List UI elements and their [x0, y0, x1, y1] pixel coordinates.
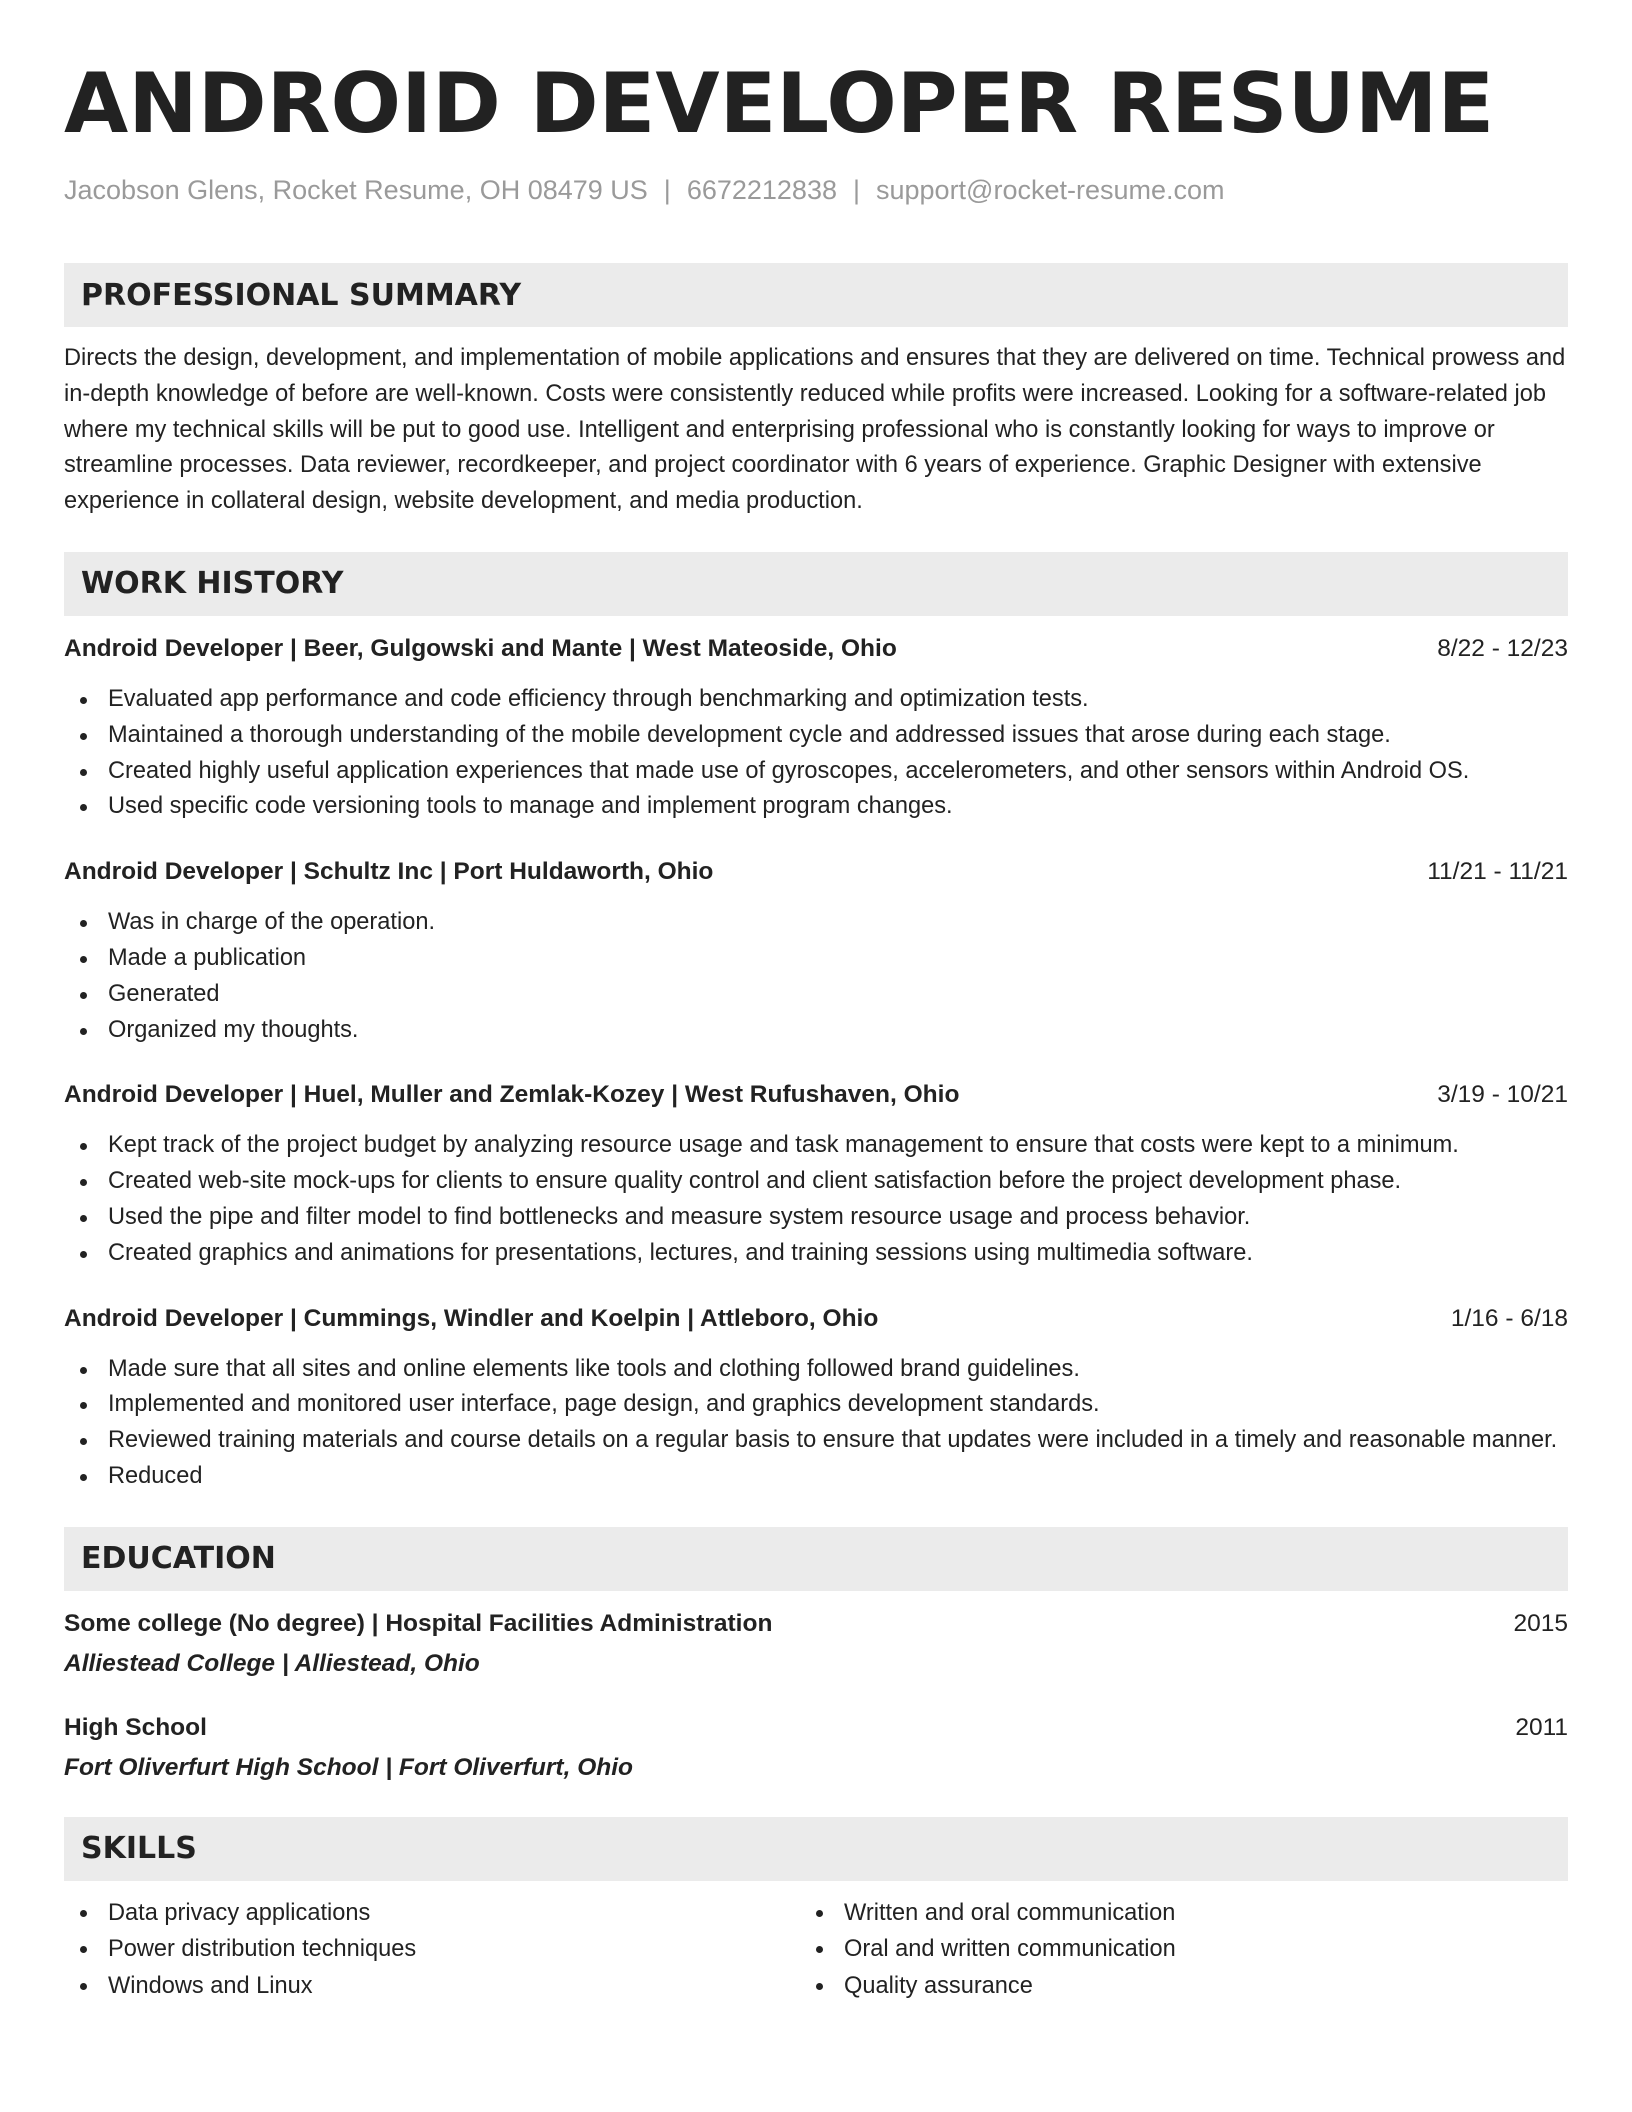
list-item-text: Maintained a thorough understanding of the mobile development cycle and addressed issues that arose during each stage. — [108, 721, 1391, 748]
job-title: Android Developer | Cummings, Windler and Koelpin | Attleboro, Ohio — [64, 1304, 879, 1332]
list-item — [64, 1164, 1568, 1200]
list-item-text: Created graphics and animations for presentations, lectures, and training sessions using multimedia software. — [108, 1239, 1253, 1266]
skill-text: Written and oral communication — [844, 1899, 1176, 1926]
job-dates: 8/22 - 12/23 — [1437, 634, 1568, 662]
bullet-icon — [80, 1251, 87, 1258]
bullet-icon — [80, 1402, 87, 1409]
job-entry — [64, 632, 1568, 825]
list-item-text: Reduced — [108, 1462, 203, 1489]
bullet-icon — [80, 956, 87, 963]
section-title: PROFESSIONAL SUMMARY — [81, 277, 522, 313]
section-title: SKILLS — [81, 1831, 197, 1867]
list-item — [64, 1200, 1568, 1236]
job-bullets — [64, 905, 1568, 1048]
education-entry — [64, 1711, 1568, 1785]
bullet-icon — [816, 1910, 823, 1917]
skill-text: Data privacy applications — [108, 1899, 371, 1926]
list-item-text: Generated — [108, 980, 220, 1007]
list-item-text: Reviewed training materials and course details on a regular basis to ensure that updates were included in a timely and reasonable manner. — [108, 1427, 1558, 1454]
list-item — [64, 718, 1568, 754]
contact-address: Jacobson Glens, Rocket Resume, OH 08479 US — [64, 175, 648, 205]
bullet-icon — [80, 733, 87, 740]
list-item — [64, 682, 1568, 718]
bullet-icon — [80, 920, 87, 927]
list-item-text: Made a publication — [108, 944, 307, 971]
bullet-icon — [80, 1028, 87, 1035]
skill-text: Power distribution techniques — [108, 1936, 417, 1963]
job-entry — [64, 1302, 1568, 1495]
list-item — [64, 789, 1568, 825]
job-bullets — [64, 682, 1568, 825]
job-dates: 3/19 - 10/21 — [1437, 1081, 1568, 1109]
section-header-work-history — [64, 552, 1568, 616]
job-entry — [64, 855, 1568, 1048]
summary-text: Directs the design, development, and implementation of mobile applications and ensures that they are delivered on time. Technical prowess and in-depth knowledge of before are well-known. Costs were consistently reduced while profits were increased. Looking for a software-related job where my technical skills will be put to good use. Intelligent and enterprising professional who is constantly looking for ways to improve or streamline processes. Data reviewer, recordkeeper, and project coordinator with 6 years of experience. Graphic Designer with extensive experience in collateral design, website development, and media production. — [64, 345, 1566, 515]
bullet-icon — [80, 992, 87, 999]
bullet-icon — [80, 697, 87, 704]
list-item-text: Used the pipe and filter model to find bottlenecks and measure system resource usage and process behavior. — [108, 1203, 1251, 1230]
bullet-icon — [80, 1438, 87, 1445]
list-item — [64, 1423, 1568, 1459]
list-item — [64, 1895, 800, 1932]
bullet-icon — [80, 1179, 87, 1186]
education-degree: High School — [64, 1713, 207, 1741]
list-item — [64, 1013, 1568, 1049]
bullet-icon — [816, 1983, 823, 1990]
bullet-icon — [80, 769, 87, 776]
list-item — [64, 1128, 1568, 1164]
bullet-icon — [80, 1474, 87, 1481]
list-item-text: Kept track of the project budget by analyzing resource usage and task management to ensure that costs were kept to a minimum. — [108, 1132, 1459, 1159]
list-item — [64, 1459, 1568, 1495]
list-item — [800, 1931, 1536, 1968]
list-item — [64, 977, 1568, 1013]
list-item — [64, 941, 1568, 977]
section-title: EDUCATION — [81, 1541, 276, 1577]
bullet-icon — [80, 1910, 87, 1917]
list-item-text: Created highly useful application experiences that made use of gyroscopes, accelerometers, and other sensors within Android OS. — [108, 757, 1470, 784]
bullet-icon — [80, 1215, 87, 1222]
section-header-skills — [64, 1817, 1568, 1881]
list-item — [64, 1352, 1568, 1388]
skills-column-left — [64, 1895, 800, 2005]
education-entry — [64, 1607, 1568, 1681]
list-item — [64, 1931, 800, 1968]
list-item-text: Was in charge of the operation. — [108, 909, 436, 936]
list-item — [800, 1968, 1536, 2005]
skills-list — [64, 1895, 1568, 2005]
job-title: Android Developer | Beer, Gulgowski and Mante | West Mateoside, Ohio — [64, 634, 897, 662]
list-item — [64, 1968, 800, 2005]
list-item-text: Organized my thoughts. — [108, 1016, 359, 1043]
list-item-text: Implemented and monitored user interface, page design, and graphics development standards. — [108, 1391, 1100, 1418]
list-item-text: Created web-site mock-ups for clients to ensure quality control and client satisfaction before the project development phase. — [108, 1168, 1402, 1195]
list-item — [64, 1387, 1568, 1423]
contact-email: support@rocket-resume.com — [876, 175, 1225, 205]
education-year: 2015 — [1513, 1609, 1568, 1637]
contact-separator: | — [663, 175, 671, 205]
section-header-education — [64, 1527, 1568, 1591]
list-item-text: Made sure that all sites and online elements like tools and clothing followed brand guidelines. — [108, 1355, 1080, 1382]
job-dates: 11/21 - 11/21 — [1427, 858, 1568, 886]
list-item — [64, 754, 1568, 790]
bullet-icon — [80, 1367, 87, 1374]
job-entry — [64, 1078, 1568, 1271]
job-title: Android Developer | Schultz Inc | Port Huldaworth, Ohio — [64, 858, 714, 886]
bullet-icon — [816, 1946, 823, 1953]
contact-separator: | — [852, 175, 860, 205]
bullet-icon — [80, 804, 87, 811]
list-item-text: Used specific code versioning tools to manage and implement program changes. — [108, 793, 953, 820]
bullet-icon — [80, 1983, 87, 1990]
job-bullets — [64, 1352, 1568, 1495]
list-item — [64, 1236, 1568, 1272]
contact-phone: 6672212838 — [686, 175, 837, 205]
bullet-icon — [80, 1143, 87, 1150]
bullet-icon — [80, 1946, 87, 1953]
education-school: Alliestead College | Alliestead, Ohio — [64, 1649, 480, 1677]
section-header-summary — [64, 263, 1568, 327]
skill-text: Quality assurance — [844, 1972, 1033, 1999]
list-item-text: Evaluated app performance and code efficiency through benchmarking and optimization tests. — [108, 685, 1089, 712]
job-dates: 1/16 - 6/18 — [1450, 1304, 1568, 1332]
skills-column-right — [800, 1895, 1536, 2005]
education-year: 2011 — [1515, 1713, 1568, 1741]
list-item — [64, 905, 1568, 941]
education-school: Fort Oliverfurt High School | Fort Oliverfurt, Ohio — [64, 1753, 634, 1781]
section-title: WORK HISTORY — [81, 566, 344, 602]
contact-line — [64, 172, 1568, 208]
skill-text: Oral and written communication — [844, 1936, 1176, 1963]
job-bullets — [64, 1128, 1568, 1271]
resume-title: ANDROID DEVELOPER RESUME — [64, 55, 1495, 152]
skill-text: Windows and Linux — [108, 1972, 313, 1999]
list-item — [800, 1895, 1536, 1932]
education-degree: Some college (No degree) | Hospital Facilities Administration — [64, 1609, 773, 1637]
job-title: Android Developer | Huel, Muller and Zemlak-Kozey | West Rufushaven, Ohio — [64, 1081, 960, 1109]
